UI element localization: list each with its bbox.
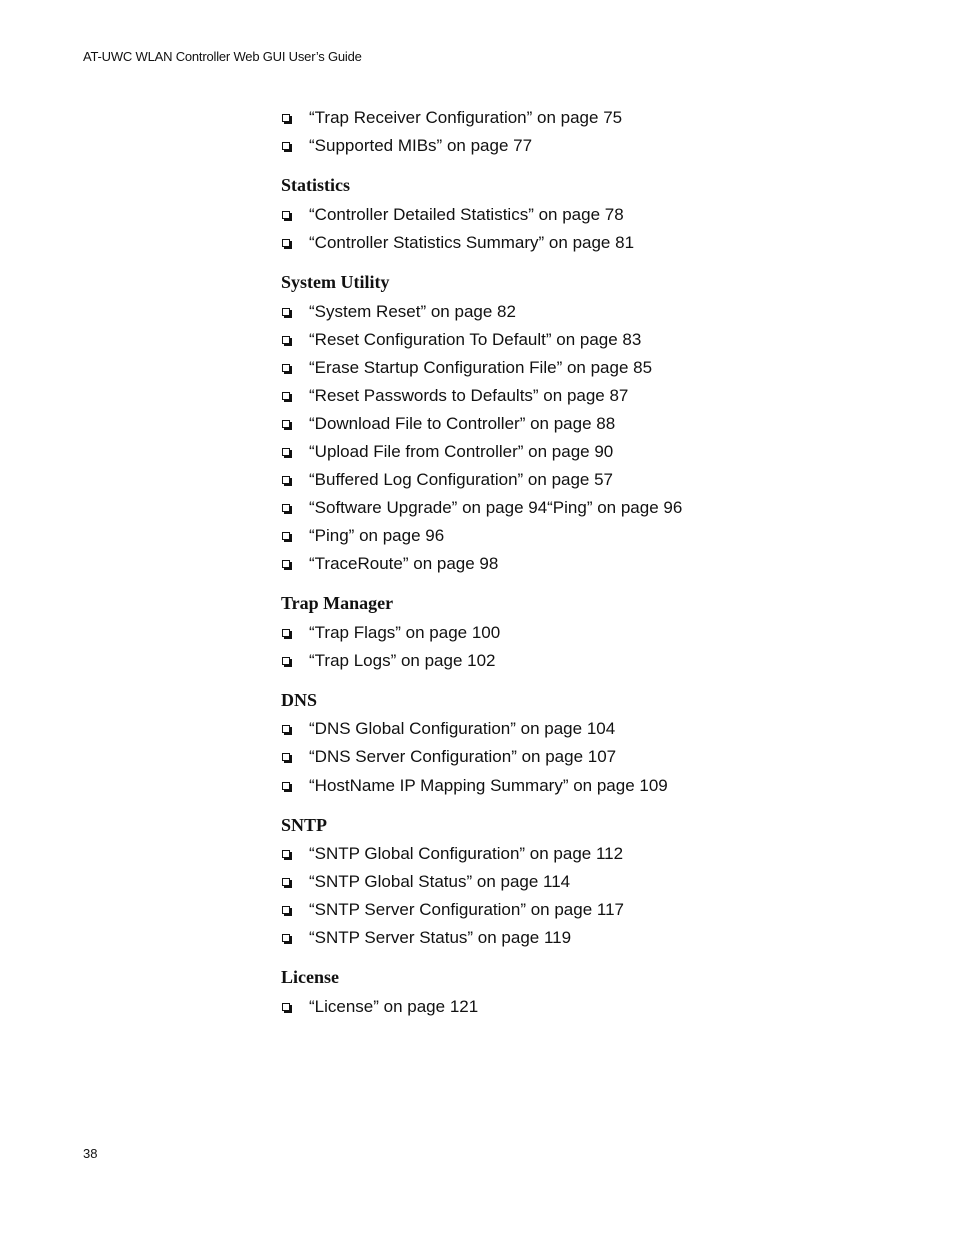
toc-link-text: “SNTP Server Configuration” on page 117 xyxy=(309,900,624,919)
checkbox-bullet-icon xyxy=(281,774,294,798)
toc-link-text: “Software Upgrade” on page 94“Ping” on page 96 xyxy=(309,498,683,517)
toc-link[interactable] xyxy=(281,745,616,769)
toc-link-text: “HostName IP Mapping Summary” on page 109 xyxy=(309,776,668,795)
toc-link[interactable] xyxy=(281,842,623,866)
toc-link[interactable] xyxy=(281,717,615,741)
toc-link-text: “Trap Receiver Configuration” on page 75 xyxy=(309,108,623,127)
toc-link-text: “Reset Passwords to Defaults” on page 87 xyxy=(309,386,629,405)
checkbox-bullet-icon xyxy=(281,926,294,950)
toc-link[interactable] xyxy=(281,468,613,492)
section-heading-license: License xyxy=(281,967,339,987)
toc-link[interactable] xyxy=(281,552,498,576)
checkbox-bullet-icon xyxy=(281,231,294,255)
checkbox-bullet-icon xyxy=(281,412,294,436)
checkbox-bullet-icon xyxy=(281,328,294,352)
toc-link-text: “Ping” on page 96 xyxy=(309,526,445,545)
section-heading-dns: DNS xyxy=(281,690,318,710)
running-header: AT-UWC WLAN Controller Web GUI User’s Guide xyxy=(83,49,362,64)
toc-link-text: “Upload File from Controller” on page 90 xyxy=(309,442,614,461)
checkbox-bullet-icon xyxy=(281,106,294,130)
toc-link[interactable] xyxy=(281,384,628,408)
checkbox-bullet-icon xyxy=(281,621,294,645)
section-heading-trap-manager: Trap Manager xyxy=(281,593,394,613)
toc-link[interactable] xyxy=(281,134,532,158)
toc-link-text: “TraceRoute” on page 98 xyxy=(309,554,499,573)
checkbox-bullet-icon xyxy=(281,995,294,1019)
toc-link-text: “Download File to Controller” on page 88 xyxy=(309,414,616,433)
checkbox-bullet-icon xyxy=(281,745,294,769)
toc-link-text: “SNTP Server Status” on page 119 xyxy=(309,928,572,947)
toc-link-text: “DNS Global Configuration” on page 104 xyxy=(309,719,616,738)
checkbox-bullet-icon xyxy=(281,356,294,380)
section-heading-statistics: Statistics xyxy=(281,175,350,195)
checkbox-bullet-icon xyxy=(281,384,294,408)
checkbox-bullet-icon xyxy=(281,898,294,922)
section-heading-sntp: SNTP xyxy=(281,815,328,835)
toc-link-text: “Trap Logs” on page 102 xyxy=(309,651,496,670)
toc-link[interactable] xyxy=(281,870,570,894)
toc-link-text: “Reset Configuration To Default” on page 83 xyxy=(309,330,642,349)
toc-link[interactable] xyxy=(281,412,615,436)
toc-link-text: “SNTP Global Configuration” on page 112 xyxy=(309,844,624,863)
checkbox-bullet-icon xyxy=(281,134,294,158)
checkbox-bullet-icon xyxy=(281,440,294,464)
page-number: 38 xyxy=(83,1146,98,1161)
toc-link-text: “SNTP Global Status” on page 114 xyxy=(309,872,571,891)
toc-link-text: “DNS Server Configuration” on page 107 xyxy=(309,747,617,766)
toc-link-text: “System Reset” on page 82 xyxy=(309,302,516,321)
checkbox-bullet-icon xyxy=(281,649,294,673)
toc-link[interactable] xyxy=(281,440,613,464)
toc-link[interactable] xyxy=(281,231,634,255)
toc-link[interactable] xyxy=(281,328,641,352)
toc-link[interactable] xyxy=(281,621,500,645)
toc-link-text: “Controller Statistics Summary” on page 81 xyxy=(309,233,635,252)
checkbox-bullet-icon xyxy=(281,524,294,548)
toc-link-text: “Trap Flags” on page 100 xyxy=(309,623,501,642)
checkbox-bullet-icon xyxy=(281,870,294,894)
toc-link[interactable] xyxy=(281,106,622,130)
checkbox-bullet-icon xyxy=(281,203,294,227)
checkbox-bullet-icon xyxy=(281,552,294,576)
checkbox-bullet-icon xyxy=(281,717,294,741)
toc-link[interactable] xyxy=(281,898,624,922)
toc-link[interactable] xyxy=(281,496,682,520)
toc-link-text: “Controller Detailed Statistics” on page 78 xyxy=(309,205,624,224)
checkbox-bullet-icon xyxy=(281,496,294,520)
toc-link[interactable] xyxy=(281,995,478,1019)
toc-link-text: “Buffered Log Configuration” on page 57 xyxy=(309,470,614,489)
checkbox-bullet-icon xyxy=(281,468,294,492)
section-heading-system-utility: System Utility xyxy=(281,272,390,292)
toc-link-text: “Supported MIBs” on page 77 xyxy=(309,136,533,155)
toc-link-text: “Erase Startup Configuration File” on page 85 xyxy=(309,358,653,377)
toc-link[interactable] xyxy=(281,203,624,227)
toc-link-text: “License” on page 121 xyxy=(309,997,479,1016)
checkbox-bullet-icon xyxy=(281,300,294,324)
toc-link[interactable] xyxy=(281,926,571,950)
toc-link[interactable] xyxy=(281,524,444,548)
toc-link[interactable] xyxy=(281,649,496,673)
toc-link[interactable] xyxy=(281,774,668,798)
toc-link[interactable] xyxy=(281,300,516,324)
toc-link[interactable] xyxy=(281,356,652,380)
checkbox-bullet-icon xyxy=(281,842,294,866)
